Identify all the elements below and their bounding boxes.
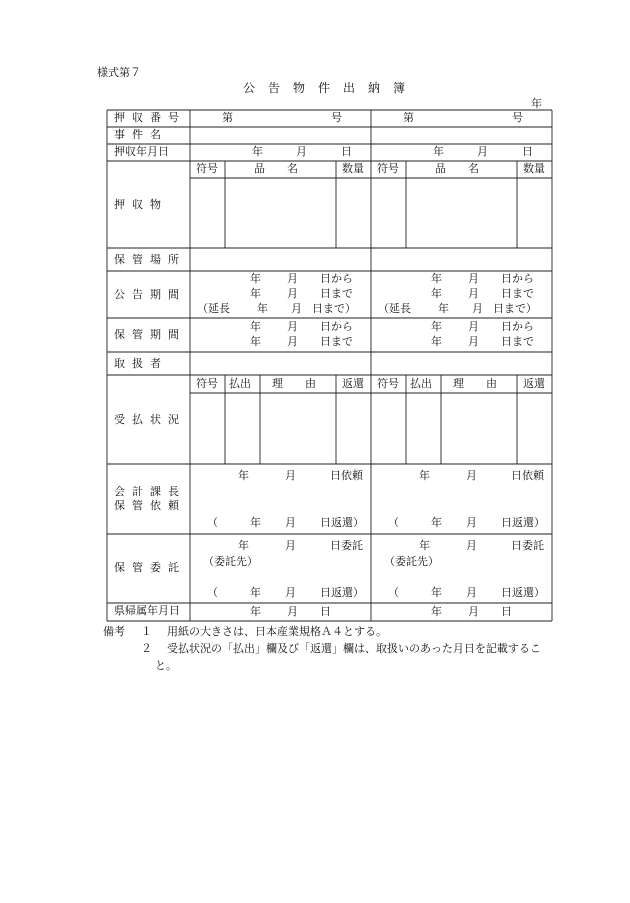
- note-item-1: [103, 623, 387, 640]
- seizure-day-left: 日: [341, 145, 352, 158]
- prefecture-day-left: 日: [320, 605, 331, 618]
- request-return-paren-left: （: [207, 516, 218, 529]
- entrust-suffix-right: 日委託: [511, 539, 544, 552]
- storage-from-month-right: 月: [468, 320, 479, 333]
- notice-until-month-right: 月: [468, 287, 479, 300]
- document-title: 公告物件出納簿: [243, 81, 419, 95]
- transfer-header-reason-right: 理 由: [453, 377, 497, 390]
- notes-section: [103, 623, 541, 674]
- label-prefecture-date: 県帰属年月日: [114, 604, 180, 617]
- request-return-year-left: 年: [250, 516, 261, 529]
- notice-until-year-left: 年: [250, 287, 261, 300]
- storage-from-month-left: 月: [287, 320, 298, 333]
- form-number-label: 様式第７: [97, 66, 141, 79]
- storage-until-suffix-right: 日まで: [501, 335, 534, 348]
- entrust-return-paren-left: （: [207, 586, 218, 599]
- extension-month-left: 月: [291, 302, 302, 315]
- notice-from-year-right: 年: [431, 272, 442, 285]
- prefecture-day-right: 日: [501, 605, 512, 618]
- request-return-suffix-right: 日返還）: [501, 516, 545, 529]
- notice-extension-left: （延長: [197, 302, 230, 315]
- note-continuation: と。: [155, 659, 177, 672]
- extension-month-right: 月: [472, 302, 483, 315]
- request-suffix-right: 日依頼: [511, 469, 544, 482]
- notice-from-suffix-right: 日から: [501, 272, 534, 285]
- number-go-right: 号: [512, 111, 523, 124]
- seizure-month-left: 月: [296, 145, 307, 158]
- storage-until-year-left: 年: [250, 335, 261, 348]
- items-header-code-left: 符号: [196, 162, 218, 175]
- storage-from-suffix-right: 日から: [501, 320, 534, 333]
- storage-from-year-left: 年: [250, 320, 261, 333]
- note-number: ２: [141, 642, 152, 655]
- request-suffix-left: 日依頼: [330, 469, 363, 482]
- request-return-suffix-left: 日返還）: [320, 516, 364, 529]
- prefecture-month-left: 月: [287, 605, 298, 618]
- storage-until-year-right: 年: [431, 335, 442, 348]
- prefecture-year-left: 年: [250, 605, 261, 618]
- label-storage-request: 保管依頼: [114, 499, 186, 512]
- transfer-header-out-right: 払出: [410, 377, 432, 390]
- label-storage-location: 保管場所: [114, 253, 186, 266]
- storage-from-year-right: 年: [431, 320, 442, 333]
- entrust-return-suffix-left: 日返還）: [320, 586, 364, 599]
- request-return-year-right: 年: [431, 516, 442, 529]
- transfer-header-return-right: 返還: [523, 377, 545, 390]
- notice-until-year-right: 年: [431, 287, 442, 300]
- request-month-right: 月: [466, 469, 477, 482]
- label-seizure-number: 押収番号: [114, 111, 186, 124]
- label-accounting-chief: 会計課長: [114, 485, 186, 498]
- request-year-left: 年: [238, 469, 249, 482]
- entrust-return-year-left: 年: [250, 586, 261, 599]
- note-item-2: [103, 640, 541, 657]
- number-dai-right: 第: [403, 111, 414, 124]
- notice-until-month-left: 月: [287, 287, 298, 300]
- seizure-year-right: 年: [433, 145, 444, 158]
- entrust-return-suffix-right: 日返還）: [501, 586, 545, 599]
- storage-until-month-right: 月: [468, 335, 479, 348]
- storage-until-month-left: 月: [287, 335, 298, 348]
- notice-until-suffix-left: 日まで: [320, 287, 353, 300]
- notice-from-month-right: 月: [468, 272, 479, 285]
- entrustee-right: （委託先）: [384, 555, 439, 568]
- items-header-name-left: 品 名: [254, 162, 298, 175]
- transfer-header-out-left: 払出: [229, 377, 251, 390]
- request-return-paren-right: （: [388, 516, 399, 529]
- label-storage-period: 保管期間: [114, 328, 186, 341]
- prefecture-year-right: 年: [431, 605, 442, 618]
- note-text: 受払状況の「払出」欄及び「返還」欄は、取扱いのあった月日を記載するこ: [167, 642, 541, 655]
- transfer-header-code-right: 符号: [377, 377, 399, 390]
- items-header-code-right: 符号: [377, 162, 399, 175]
- request-month-left: 月: [285, 469, 296, 482]
- entrust-suffix-left: 日委託: [330, 539, 363, 552]
- storage-until-suffix-left: 日まで: [320, 335, 353, 348]
- extension-year-left: 年: [257, 302, 268, 315]
- notes-prefix: 備考: [103, 625, 125, 638]
- extension-until-left: 日まで）: [312, 302, 356, 315]
- label-case-name: 事件名: [114, 128, 168, 141]
- year-label: 年: [531, 97, 542, 110]
- seizure-month-right: 月: [477, 145, 488, 158]
- entrust-month-right: 月: [466, 539, 477, 552]
- items-header-qty-right: 数量: [523, 162, 545, 175]
- label-custody-entrust: 保管委託: [114, 561, 186, 574]
- entrust-return-month-left: 月: [285, 586, 296, 599]
- label-transfer-status: 受払状況: [114, 413, 186, 426]
- entrust-year-right: 年: [419, 539, 430, 552]
- extension-until-right: 日まで）: [493, 302, 537, 315]
- storage-from-suffix-left: 日から: [320, 320, 353, 333]
- items-header-name-right: 品 名: [435, 162, 479, 175]
- request-return-month-right: 月: [466, 516, 477, 529]
- extension-year-right: 年: [438, 302, 449, 315]
- notice-extension-right: （延長: [378, 302, 411, 315]
- notice-from-suffix-left: 日から: [320, 272, 353, 285]
- label-seizure-date: 押収年月日: [114, 145, 169, 158]
- notice-until-suffix-right: 日まで: [501, 287, 534, 300]
- transfer-header-reason-left: 理 由: [272, 377, 316, 390]
- entrust-return-year-right: 年: [431, 586, 442, 599]
- note-number: １: [141, 625, 152, 638]
- entrust-month-left: 月: [285, 539, 296, 552]
- label-notice-period: 公告期間: [114, 288, 186, 301]
- label-handler: 取扱者: [114, 357, 168, 370]
- prefecture-month-right: 月: [468, 605, 479, 618]
- request-return-month-left: 月: [285, 516, 296, 529]
- entrust-return-month-right: 月: [466, 586, 477, 599]
- label-seized-items: 押収物: [114, 198, 168, 211]
- transfer-header-code-left: 符号: [196, 377, 218, 390]
- transfer-header-return-left: 返還: [342, 377, 364, 390]
- notice-from-year-left: 年: [250, 272, 261, 285]
- notice-from-month-left: 月: [287, 272, 298, 285]
- number-go-left: 号: [331, 111, 342, 124]
- seizure-day-right: 日: [522, 145, 533, 158]
- number-dai-left: 第: [222, 111, 233, 124]
- note-continuation-row: [103, 657, 177, 674]
- entrustee-left: （委託先）: [203, 555, 258, 568]
- seizure-year-left: 年: [252, 145, 263, 158]
- entrust-year-left: 年: [238, 539, 249, 552]
- request-year-right: 年: [419, 469, 430, 482]
- entrust-return-paren-right: （: [388, 586, 399, 599]
- note-text: 用紙の大きさは、日本産業規格Ａ４とする。: [167, 625, 387, 638]
- items-header-qty-left: 数量: [342, 162, 364, 175]
